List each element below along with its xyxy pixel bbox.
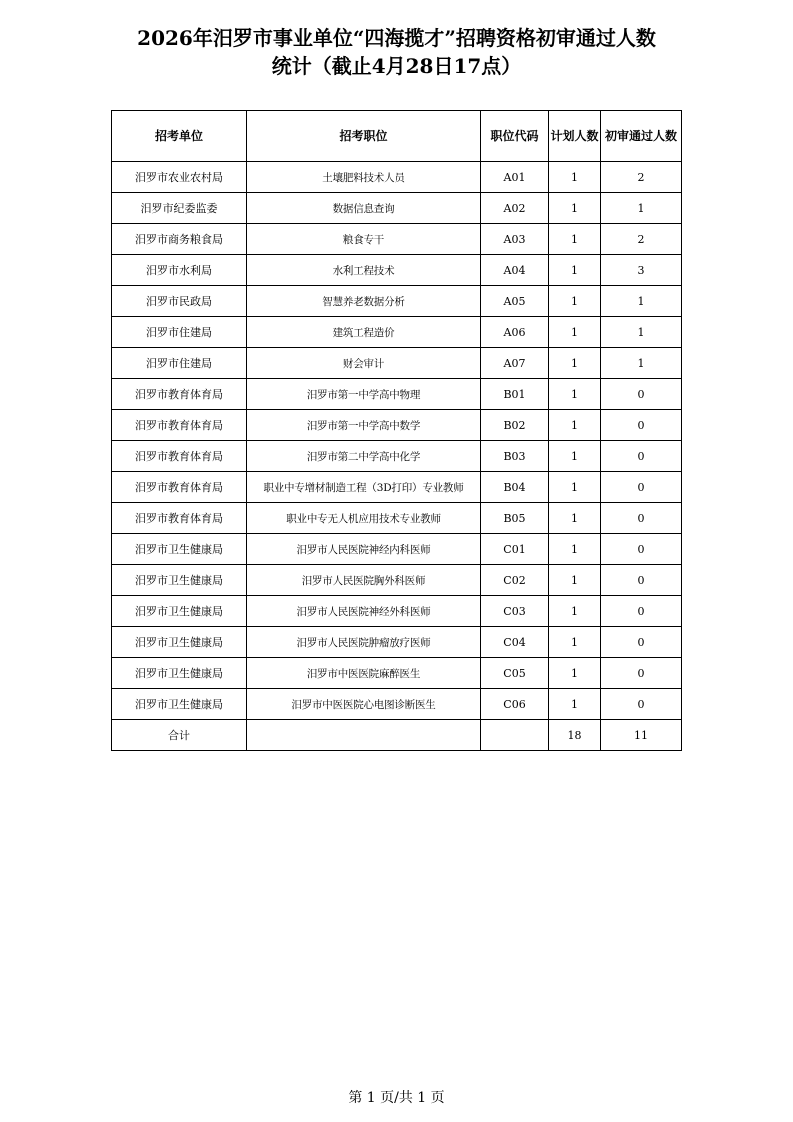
header-unit: 招考单位 [112,111,247,162]
cell-planned: 1 [549,255,601,286]
table-row [112,441,682,472]
cell-passed: 0 [601,503,682,534]
cell-code: A03 [481,224,549,255]
header-position: 招考职位 [247,111,481,162]
cell-position: 粮食专干 [247,224,481,255]
cell-position: 汨罗市中医医院心电图诊断医生 [247,689,481,720]
cell-planned: 1 [549,565,601,596]
cell-passed: 2 [601,162,682,193]
cell-planned: 1 [549,534,601,565]
cell-planned: 1 [549,286,601,317]
table-row [112,627,682,658]
cell-passed: 1 [601,317,682,348]
cell-position: 汨罗市人民医院神经内科医师 [247,534,481,565]
cell-unit: 汨罗市卫生健康局 [112,534,247,565]
cell-passed: 0 [601,472,682,503]
cell-code: A07 [481,348,549,379]
cell-code: B04 [481,472,549,503]
cell-passed: 0 [601,658,682,689]
table-row [112,379,682,410]
cell-planned: 1 [549,379,601,410]
table-row [112,348,682,379]
cell-position: 职业中专增材制造工程（3D打印）专业教师 [247,472,481,503]
cell-planned: 1 [549,348,601,379]
table-row [112,224,682,255]
table-row [112,193,682,224]
cell-planned: 1 [549,503,601,534]
cell-passed: 2 [601,224,682,255]
cell-unit: 汨罗市教育体育局 [112,503,247,534]
cell-code: C01 [481,534,549,565]
cell-unit: 汨罗市纪委监委 [112,193,247,224]
cell-code: C04 [481,627,549,658]
cell-passed: 0 [601,379,682,410]
cell-position: 汨罗市人民医院胸外科医师 [247,565,481,596]
statistics-table [111,110,682,751]
cell-passed: 0 [601,534,682,565]
cell-planned: 1 [549,596,601,627]
table-row [112,565,682,596]
table-row [112,689,682,720]
cell-position: 汨罗市中医医院麻醉医生 [247,658,481,689]
cell-planned: 1 [549,441,601,472]
cell-position: 土壤肥料技术人员 [247,162,481,193]
cell-planned: 1 [549,627,601,658]
table-body [112,162,682,751]
cell-code: C06 [481,689,549,720]
header-code: 职位代码 [481,111,549,162]
table-row [112,534,682,565]
cell-passed: 0 [601,596,682,627]
cell-code: A02 [481,193,549,224]
cell-planned: 1 [549,193,601,224]
page-footer: 第 1 页/共 1 页 [348,1090,445,1106]
cell-unit: 汨罗市农业农村局 [112,162,247,193]
cell-unit: 汨罗市卫生健康局 [112,658,247,689]
cell-passed: 0 [601,627,682,658]
cell-unit: 汨罗市卫生健康局 [112,565,247,596]
cell-code: B05 [481,503,549,534]
cell-unit: 汨罗市教育体育局 [112,472,247,503]
total-code [481,720,549,751]
header-planned: 计划人数 [549,111,601,162]
total-position [247,720,481,751]
table-row [112,162,682,193]
total-planned: 18 [549,720,601,751]
cell-position: 职业中专无人机应用技术专业教师 [247,503,481,534]
table-header [112,111,682,162]
cell-code: C05 [481,658,549,689]
cell-code: B03 [481,441,549,472]
header-row [112,111,682,162]
header-passed: 初审通过人数 [601,111,682,162]
cell-unit: 汨罗市住建局 [112,317,247,348]
table-row [112,503,682,534]
cell-position: 智慧养老数据分析 [247,286,481,317]
cell-unit: 汨罗市卫生健康局 [112,689,247,720]
cell-code: C02 [481,565,549,596]
cell-unit: 汨罗市商务粮食局 [112,224,247,255]
cell-code: B01 [481,379,549,410]
cell-planned: 1 [549,689,601,720]
cell-planned: 1 [549,162,601,193]
document-title [0,24,793,80]
cell-position: 水利工程技术 [247,255,481,286]
cell-unit: 汨罗市教育体育局 [112,379,247,410]
cell-unit: 汨罗市教育体育局 [112,441,247,472]
title-line-2: 统计（截止4月28日17点） [271,54,522,78]
cell-passed: 1 [601,286,682,317]
cell-unit: 汨罗市卫生健康局 [112,596,247,627]
cell-unit: 汨罗市教育体育局 [112,410,247,441]
cell-position: 汨罗市第二中学高中化学 [247,441,481,472]
cell-planned: 1 [549,658,601,689]
table-row [112,410,682,441]
cell-unit: 汨罗市住建局 [112,348,247,379]
cell-code: A01 [481,162,549,193]
cell-position: 汨罗市人民医院肿瘤放疗医师 [247,627,481,658]
total-row [112,720,682,751]
total-passed: 11 [601,720,682,751]
cell-position: 财会审计 [247,348,481,379]
cell-planned: 1 [549,472,601,503]
cell-passed: 0 [601,565,682,596]
cell-code: C03 [481,596,549,627]
cell-unit: 汨罗市民政局 [112,286,247,317]
cell-code: A06 [481,317,549,348]
cell-passed: 1 [601,348,682,379]
table-row [112,286,682,317]
cell-passed: 0 [601,410,682,441]
cell-unit: 汨罗市水利局 [112,255,247,286]
table-row [112,317,682,348]
cell-position: 汨罗市人民医院神经外科医师 [247,596,481,627]
cell-planned: 1 [549,224,601,255]
cell-passed: 0 [601,689,682,720]
table-row [112,472,682,503]
cell-code: B02 [481,410,549,441]
table-row [112,596,682,627]
cell-planned: 1 [549,410,601,441]
cell-passed: 0 [601,441,682,472]
total-label: 合计 [112,720,247,751]
table-row [112,658,682,689]
cell-passed: 3 [601,255,682,286]
cell-position: 数据信息查询 [247,193,481,224]
cell-code: A04 [481,255,549,286]
cell-planned: 1 [549,317,601,348]
cell-position: 汨罗市第一中学高中物理 [247,379,481,410]
cell-passed: 1 [601,193,682,224]
cell-position: 汨罗市第一中学高中数学 [247,410,481,441]
cell-position: 建筑工程造价 [247,317,481,348]
cell-unit: 汨罗市卫生健康局 [112,627,247,658]
title-line-1: 2026年汨罗市事业单位“四海揽才”招聘资格初审通过人数 [137,26,656,50]
cell-code: A05 [481,286,549,317]
table-row [112,255,682,286]
